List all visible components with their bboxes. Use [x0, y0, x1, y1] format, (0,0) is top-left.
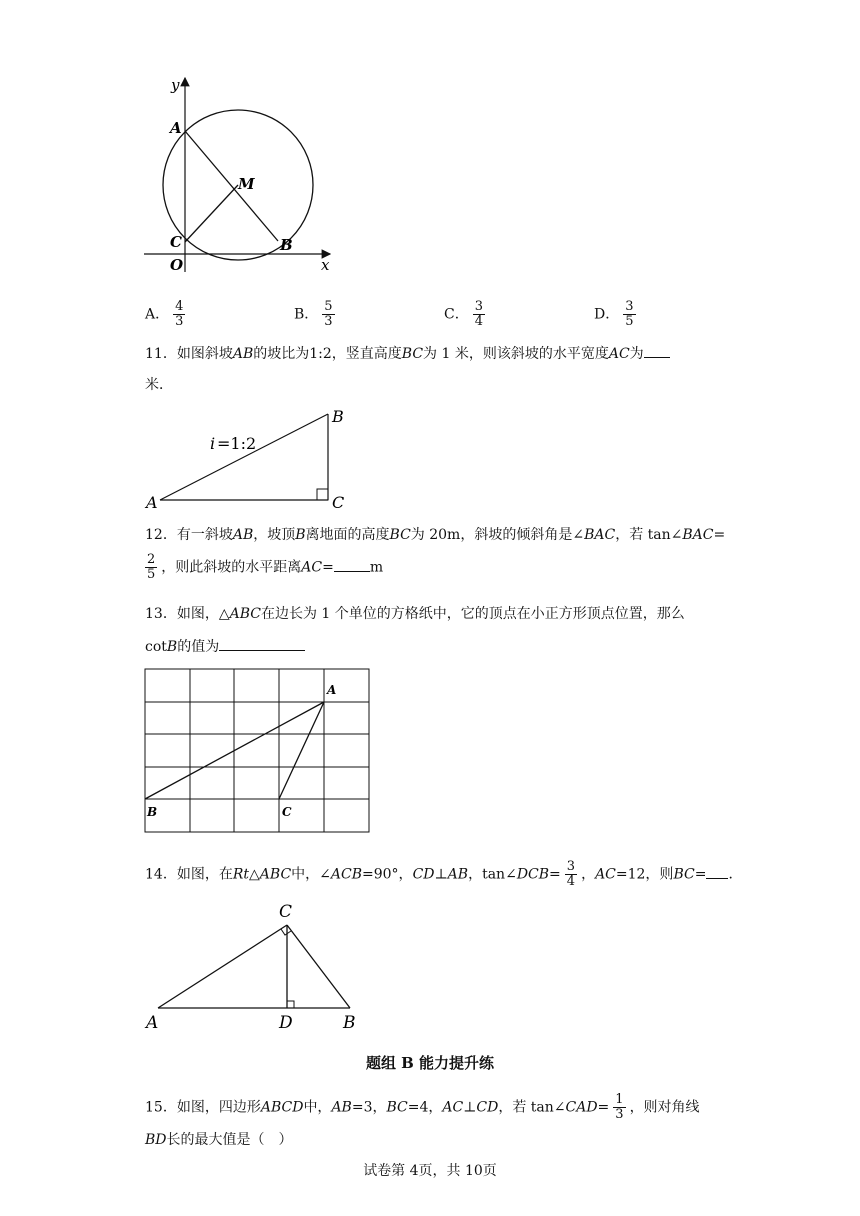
option-b-fraction: $\frac{5}{3}$ — [324, 299, 333, 329]
option-a-letter: A． — [145, 306, 170, 323]
option-a-fraction: $\frac{4}{3}$ — [175, 299, 184, 329]
label-o: O — [170, 256, 184, 274]
option-c-letter: C． — [444, 306, 469, 323]
answer-blank[interactable] — [706, 864, 728, 879]
question-15-line1: 15．如图，四边形ABCD中，AB=3，BC=4，AC⊥CD，若 tan∠CAD= $\frac{1}{3}$ ，则对角线 — [145, 1092, 700, 1122]
segment-am-b — [185, 131, 278, 241]
question-13-line2: cotB的值为 — [145, 636, 305, 657]
label-a: A — [170, 119, 182, 137]
label-ratio: =1:2 — [217, 434, 257, 453]
label-c: C — [279, 902, 293, 922]
label-c: C — [332, 493, 345, 512]
circle-axes-figure — [140, 72, 340, 277]
label-a: A — [146, 1013, 159, 1033]
question-11-line2: 米． — [145, 377, 173, 393]
label-m: M — [238, 175, 255, 193]
label-d: D — [279, 1013, 293, 1033]
answer-blank[interactable] — [334, 557, 370, 572]
side-cb — [287, 925, 350, 1008]
question-12-line2: $\frac{2}{5}$ ，则此斜坡的水平距离AC= m — [147, 552, 384, 582]
right-angle-mark-d — [287, 1001, 294, 1008]
segment-cm — [185, 185, 238, 242]
option-b — [294, 300, 339, 329]
label-b: B — [343, 1013, 356, 1033]
option-c — [444, 300, 489, 329]
side-ca — [279, 702, 324, 799]
label-c: C — [170, 233, 182, 251]
option-b-letter: B． — [294, 306, 319, 323]
label-i: i — [210, 434, 216, 453]
fraction: $\frac{3}{4}$ — [566, 859, 576, 889]
slope-figure — [140, 404, 360, 512]
option-d-fraction: $\frac{3}{5}$ — [625, 299, 634, 329]
label-a: A — [146, 493, 158, 512]
question-15-line2: BD长的最大值是（ ） — [145, 1132, 293, 1148]
question-11-line1: 11．如图斜坡AB的坡比为1:2，竖直高度BC为 1 米，则该斜坡的水平宽度AC为 — [145, 343, 670, 364]
fraction: $\frac{1}{3}$ — [615, 1092, 624, 1122]
label-a: A — [327, 683, 337, 697]
side-ac — [158, 925, 287, 1008]
answer-blank[interactable] — [644, 343, 670, 358]
label-y: y — [171, 76, 180, 94]
option-d — [594, 300, 640, 329]
label-b: B — [280, 236, 293, 254]
label-b: B — [147, 805, 158, 819]
label-x: x — [321, 256, 330, 274]
question-14: 14．如图，在Rt△ABC中，∠ACB=90°，CD⊥AB，tan∠DCB= $\frac{3}{4}$ ，AC=12，则BC= ． — [145, 859, 743, 889]
fraction: $\frac{2}{5}$ — [147, 552, 156, 582]
right-triangle-figure — [140, 895, 370, 1035]
grid-figure — [140, 664, 376, 838]
option-c-fraction: $\frac{3}{4}$ — [474, 299, 483, 329]
question-13-line1: 13．如图，△ABC在边长为 1 个单位的方格纸中，它的顶点在小正方形顶点位置，那么 — [145, 606, 685, 622]
right-angle-mark — [317, 489, 328, 500]
option-a — [145, 300, 189, 329]
option-d-letter: D． — [594, 306, 620, 323]
question-12-line1: 12．有一斜坡AB，坡顶B离地面的高度BC为 20m，斜坡的倾斜角是∠BAC，若 tan∠BAC= — [145, 527, 726, 543]
section-title: 题组 B 能力提升练 — [365, 1054, 495, 1072]
right-angle-mark-c — [281, 929, 291, 935]
answer-blank[interactable] — [219, 636, 305, 651]
label-c: C — [282, 805, 292, 819]
page-footer: 试卷第 4页，共 10页 — [363, 1163, 497, 1179]
label-b: B — [332, 407, 344, 426]
